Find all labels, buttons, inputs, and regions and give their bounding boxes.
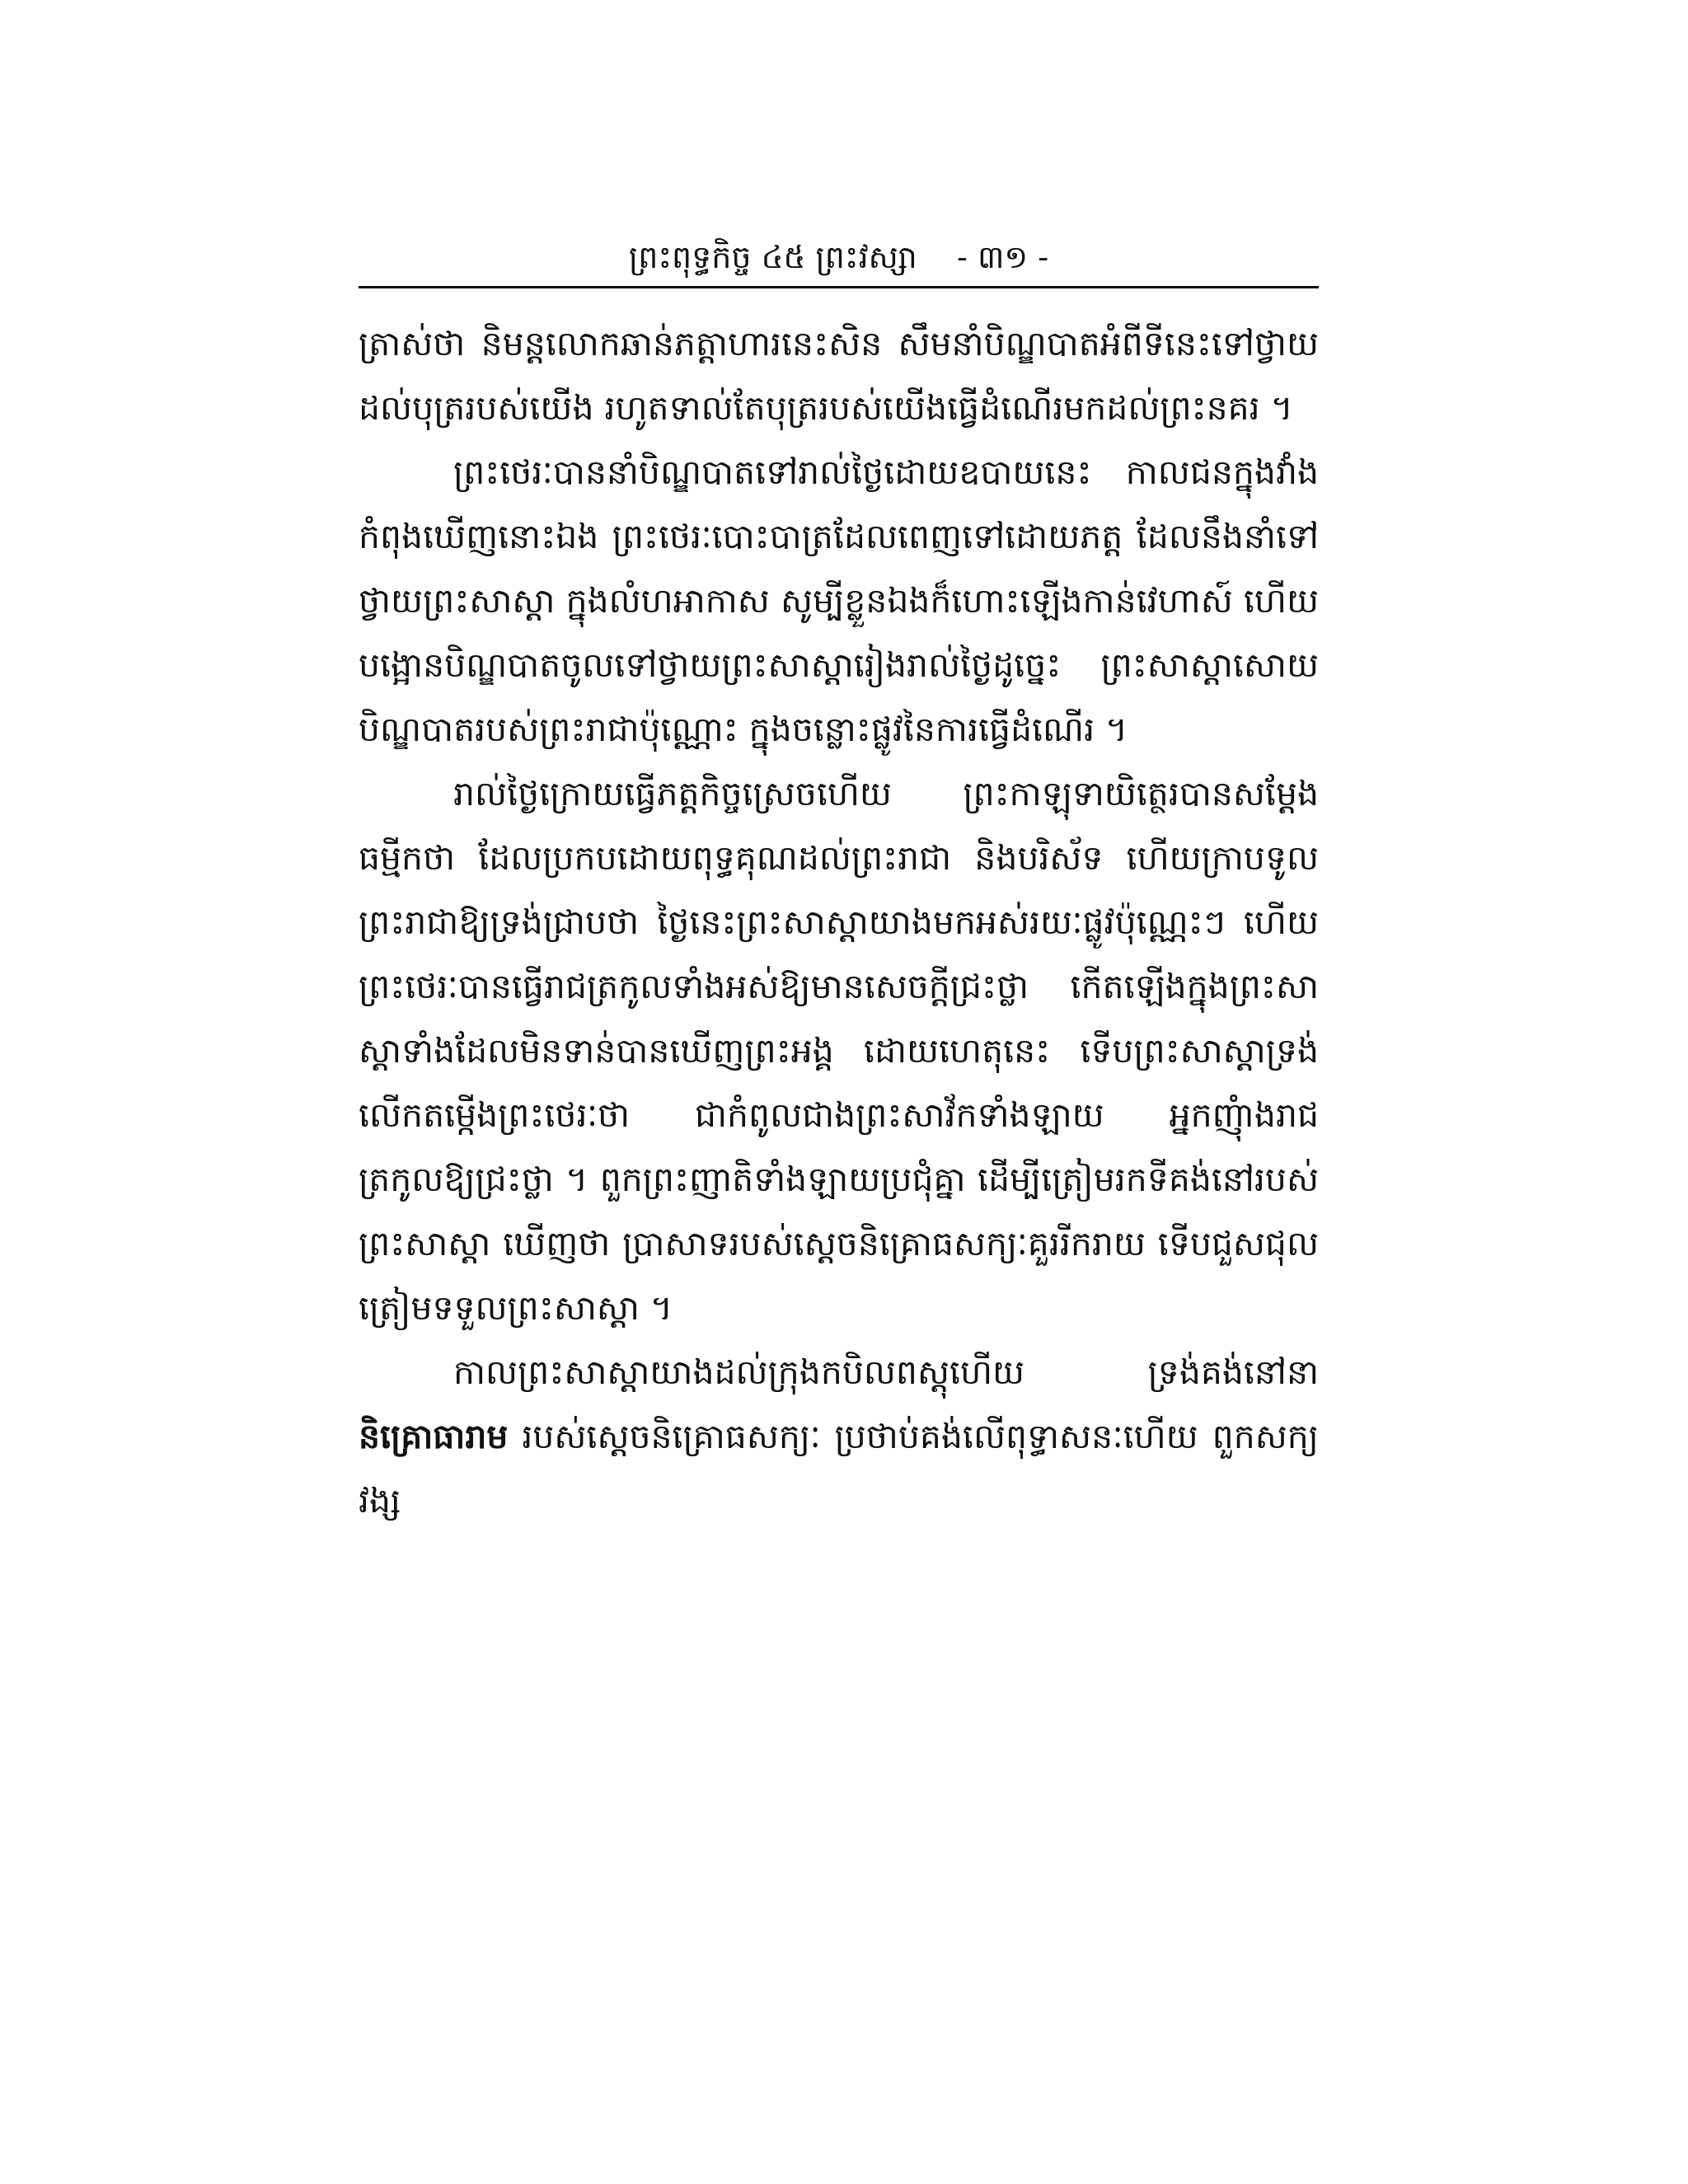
paragraph-4 (359, 1340, 1319, 1533)
paragraph-4-text-after: របស់ស្តេចនិគ្រោធសក្យៈ ប្រថាប់គង់លើពុទ្ធាសនៈហើយ ពួកសក្យវង្ស (359, 1417, 1319, 1521)
paragraph-2: ព្រះថេរៈបាននាំបិណ្ឌបាតទៅរាល់ថ្ងៃដោយឧបាយនេះ កាលជនក្នុងវាំងកំពុងឃើញនោះឯង ព្រះថេរៈបោះបាត្រដែលពេញទៅដោយភត្ត ដែលនឹងនាំទៅថ្វាយព្រះសាស្តា ក្នុងលំហអាកាស សូម្បីខ្លួនឯងក៏ហោះឡើងកាន់វេហាស៍ ហើយបង្អោនបិណ្ឌបាតចូលទៅថ្វាយព្រះសាស្តារៀងរាល់ថ្ងៃដូច្នេះ ព្រះសាស្តាសោយបិណ្ឌបាតរបស់ព្រះរាជាប៉ុណ្ណោះ ក្នុងចន្លោះផ្លូវនៃការធ្វើដំណើរ ។ (359, 452, 1319, 749)
page-number: - ៣១ - (957, 239, 1049, 275)
header-title: ព្រះពុទ្ធកិច្ច ៤៥ ព្រះវស្សា (628, 239, 917, 275)
place-name-bold: និគ្រោធារាម (359, 1417, 509, 1456)
body-text (359, 312, 1319, 1533)
running-header (359, 232, 1319, 282)
paragraph-3: រាល់ថ្ងៃក្រោយធ្វើភត្តកិច្ចស្រេចហើយ ព្រះកាឡុទាយិត្ថេរបានសម្តែងធម្មីកថា ដែលប្រកបដោយពុទ្ធគុណដល់ព្រះរាជា និងបរិស័ទ ហើយក្រាបទូលព្រះរាជាឱ្យទ្រង់ជ្រាបថា ថ្ងៃនេះព្រះសាស្តាយាងមកអស់រយៈផ្លូវប៉ុណ្ណេះៗ ហើយព្រះថេរៈបានធ្វើរាជត្រកូលទាំងអស់ឱ្យមានសេចក្តីជ្រះថ្លា កើតឡើងក្នុងព្រះសាស្តាទាំងដែលមិនទាន់បានឃើញព្រះអង្គ ដោយហេតុនេះ ទើបព្រះសាស្តាទ្រង់លើកតម្កើងព្រះថេរៈថា ជាកំពូលជាងព្រះសាវ័កទាំងឡាយ អ្នកញុំាងរាជត្រកូលឱ្យជ្រះថ្លា ។ ពួកព្រះញាតិទាំងឡាយប្រជុំគ្នា ដើម្បីត្រៀមរកទីគង់នៅរបស់ព្រះសាស្តា ឃើញថា ប្រាសាទរបស់ស្តេចនិគ្រោធសក្យៈគួររីករាយ ទើបជួសជុលត្រៀមទទួលព្រះសាស្តា ។ (359, 774, 1319, 1328)
paragraph-4-text-before: កាលព្រះសាស្តាយាងដល់ក្រុងកបិលពស្តុហើយ ទ្រង់គង់នៅនា (453, 1352, 1319, 1392)
paragraph-1: ត្រាស់ថា និមន្តលោកឆាន់ភត្តាហារនេះសិន សឹមនាំបិណ្ឌបាតអំពីទីនេះទៅថ្វាយដល់បុត្ររបស់យើង រហូតទាល់តែបុត្ររបស់យើងធ្វើដំណើរមកដល់ព្រះនគរ ។ (359, 324, 1319, 428)
header-rule (359, 286, 1319, 288)
